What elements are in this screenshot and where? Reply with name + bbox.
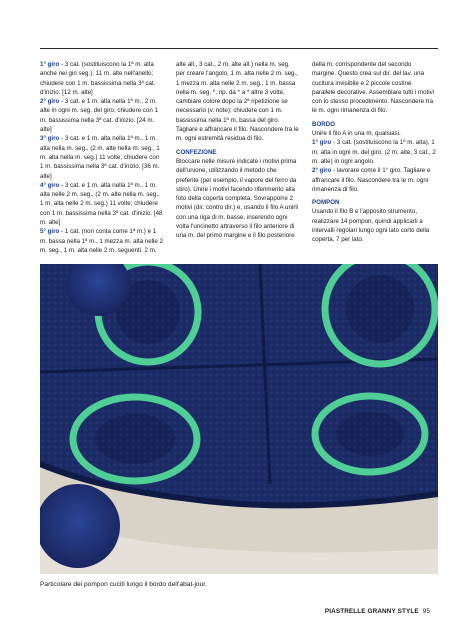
paragraph-text: alte all., 3 cat., 2 m. alte all.) nella m. seg. per creare l'angolo, 1 m. alta nelle 2 m. seg., 1 mezza m. alta nelle 2 m. seg., 1 m. bassa nella m. seg. *, rip. da * a * altre 3 volte, cambiare colore dopo la 2ª ripetizione se necessario (v. note); chiudere con 1 m. bassissima nella 1ª m. bassa del giro. Tagliare e affrancare il filo. Nascondere tra le m. ogni estremità residua di filo. bbox=[176, 61, 299, 143]
round-label: 3° giro bbox=[40, 135, 60, 143]
paragraph-text: - 1 cat. (non conta come 1ª m.) e 1 m. bassa nella 1ª m., 1 mezza m. alta nelle 2 m. seg., 1 m. alta nelle 2 m. seguenti. 2 m. bbox=[40, 228, 164, 254]
paragraph-text: - 3 cat. (sostituiscono la 1ª m. alta), 1 m. alta in ogni m. del giro, (2 m. alte, 3 cat., 2 m. alte) in ogni angolo. bbox=[312, 139, 436, 165]
paragraph bbox=[40, 227, 164, 255]
round-label: 2° giro bbox=[312, 167, 332, 175]
round-label: 1° giro bbox=[312, 139, 332, 147]
paragraph bbox=[312, 129, 436, 138]
paragraph-text: - 3 cat. e 1 m. alta nella 1ª m., 1 m. alta nelle 2 m. seg., (2 m. alte nella m. seg., 1 m. alta nelle 2 m. seg.) 11 volte; chiudere con 1 m. bassissima nella 3ª cat. d'inizio. [48 m. alte] bbox=[40, 181, 163, 227]
paragraph bbox=[40, 181, 164, 227]
paragraph-text: Usando il filo B e l'apposito strumento, realizzare 14 pompon, quindi applicarli a intervalli regolari lungo ogni lato corto della coperta, 7 per lato. bbox=[312, 208, 430, 244]
column-2 bbox=[176, 60, 300, 241]
paragraph-text: - lavorare come il 1° giro. Tagliare e affrancare il filo. Nascondere tra le m. ogni rimanenza di filo. bbox=[312, 167, 431, 193]
paragraph bbox=[40, 60, 164, 97]
round-label: 5° giro bbox=[40, 228, 60, 236]
paragraph-text: Bloccare nelle misure indicate i motivi prima dell'unione, utilizzando il metodo che preferite (per esempio, il vapore del ferro da stiro). Unire i motivi facendo riferimento alla foto della coperta completa. Sovrapporre 2 motivi (dir. contro dir.) e, usando il filo A unirli con una riga di m. basse, inserendo ogni volta l'uncinetto attraverso il filo anteriore di una m. del primo margine e il filo posteriore bbox=[176, 157, 299, 240]
paragraph bbox=[312, 207, 436, 244]
paragraph bbox=[40, 97, 164, 134]
paragraph bbox=[40, 134, 164, 180]
column-1 bbox=[40, 60, 164, 255]
section-title: PIASTRELLE GRANNY STYLE bbox=[324, 608, 419, 615]
paragraph bbox=[176, 157, 300, 241]
page-number: 95 bbox=[422, 608, 430, 615]
paragraph bbox=[312, 138, 436, 166]
header-rule bbox=[40, 48, 438, 49]
section-heading: POMPON bbox=[312, 199, 340, 207]
section-heading: BORDO bbox=[312, 120, 336, 128]
paragraph-text: - 3 cat. (sostituiscono la 1ª m. alta anche nei giri seg.), 11 m. alte nell'anello; chiudere con 1 m. bassissima nella 3ª cat. d'inizio. [12 m. alte] bbox=[40, 61, 156, 96]
paragraph bbox=[312, 60, 436, 116]
blanket-photo bbox=[40, 264, 438, 574]
page-footer bbox=[325, 608, 430, 615]
paragraph-text: della m. corrispondente del secondo margine. Questo crea sul dir. del lav. una cucitura invisibile e 2 piccole costine parallele decorative. Assemblare tutti i motivi con lo stesso procedimento. Nascondere tra le m. ogni rimanenza di filo. bbox=[312, 61, 435, 115]
round-label: 1° giro bbox=[40, 61, 60, 68]
paragraph bbox=[176, 60, 300, 144]
photo-caption: Particolare dei pompon cuciti lungo il bordo dell'abat-jour. bbox=[40, 581, 207, 588]
paragraph-text: Unire il filo A in una m. qualsiasi. bbox=[312, 130, 401, 138]
section-heading: CONFEZIONE bbox=[176, 148, 217, 156]
paragraph bbox=[312, 166, 436, 194]
round-label: 4° giro bbox=[40, 181, 60, 189]
paragraph-text: - 3 cat. e 1 m. alta nella 1ª m., 2 m. alte in ogni m. seg. del giro; chiudere con 1 m. bassissima nella 3ª cat. d'inizio. [24 m. alte] bbox=[40, 98, 158, 134]
paragraph-text: - 3 cat. e 1 m. alta nella 1ª m., 1 m. alta nella m. seg., (2 m. alte nella m. seg., 1 m. alta nella m. seg.) 11 volte; chiudere con 1 m. bassissima nella 3ª cat. d'inizio. [36 m. alte] bbox=[40, 135, 160, 180]
round-label: 2° giro bbox=[40, 98, 60, 106]
column-3 bbox=[312, 60, 436, 245]
